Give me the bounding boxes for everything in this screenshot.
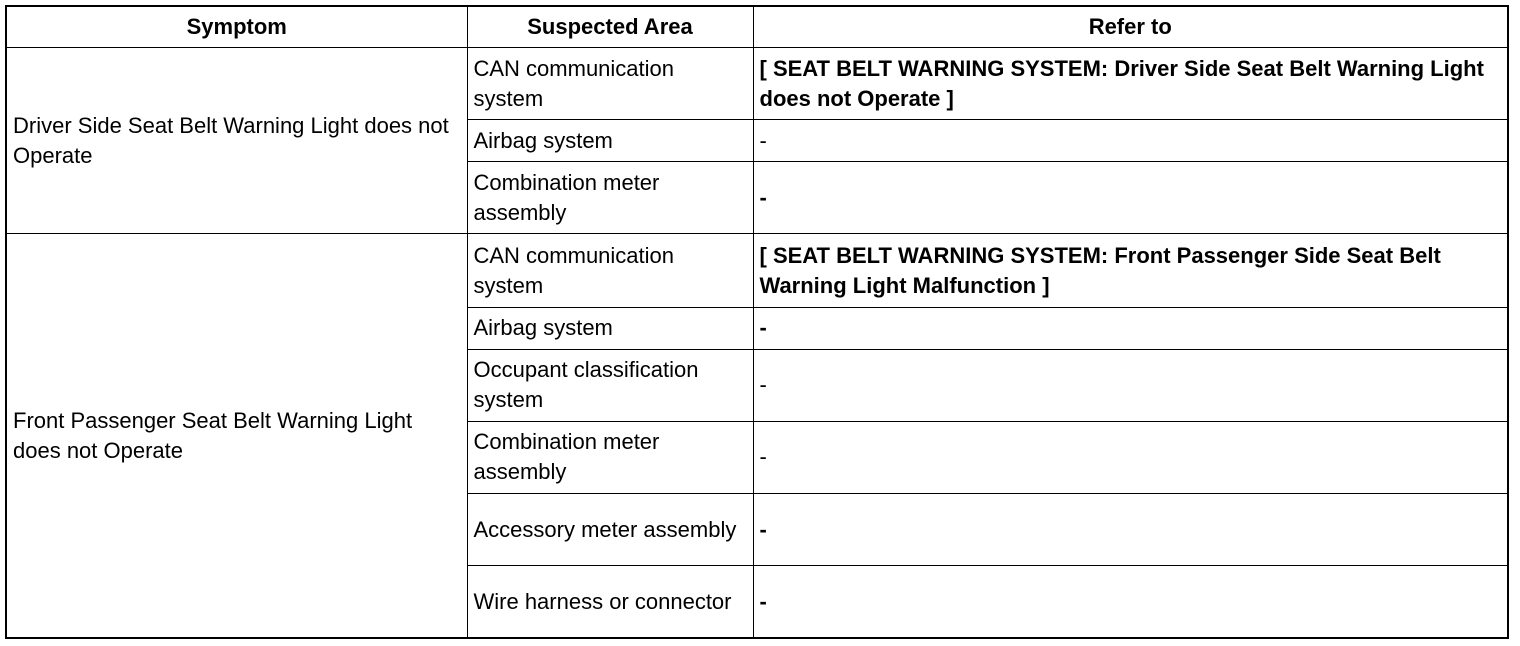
symptom-cell: Front Passenger Seat Belt Warning Light does not Operate: [6, 234, 467, 638]
table-row: [6, 48, 1508, 120]
header-symptom: Symptom: [6, 6, 467, 48]
refer-to-cell: -: [753, 162, 1508, 234]
refer-to-link[interactable]: [ SEAT BELT WARNING SYSTEM: Front Passenger Side Seat Belt Warning Light Malfunction ]: [753, 234, 1508, 307]
suspected-area-cell: Accessory meter assembly: [467, 494, 753, 566]
symptom-cell: Driver Side Seat Belt Warning Light does not Operate: [6, 48, 467, 234]
refer-to-cell: -: [753, 566, 1508, 638]
header-row: [6, 6, 1508, 48]
table-row: [6, 234, 1508, 307]
header-suspected-area: Suspected Area: [467, 6, 753, 48]
suspected-area-cell: Combination meter assembly: [467, 162, 753, 234]
suspected-area-cell: Combination meter assembly: [467, 421, 753, 493]
suspected-area-cell: CAN communication system: [467, 234, 753, 307]
suspected-area-cell: Occupant classification system: [467, 349, 753, 421]
suspected-area-cell: Wire harness or connector: [467, 566, 753, 638]
header-refer-to: Refer to: [753, 6, 1508, 48]
suspected-area-cell: CAN communication system: [467, 48, 753, 120]
refer-to-cell: -: [753, 307, 1508, 349]
refer-to-cell: -: [753, 120, 1508, 162]
refer-to-cell: -: [753, 349, 1508, 421]
refer-to-cell: -: [753, 494, 1508, 566]
suspected-area-cell: Airbag system: [467, 120, 753, 162]
refer-to-cell: -: [753, 421, 1508, 493]
refer-to-link[interactable]: [ SEAT BELT WARNING SYSTEM: Driver Side Seat Belt Warning Light does not Operate ]: [753, 48, 1508, 120]
suspected-area-cell: Airbag system: [467, 307, 753, 349]
diagnosis-table: [5, 5, 1509, 639]
